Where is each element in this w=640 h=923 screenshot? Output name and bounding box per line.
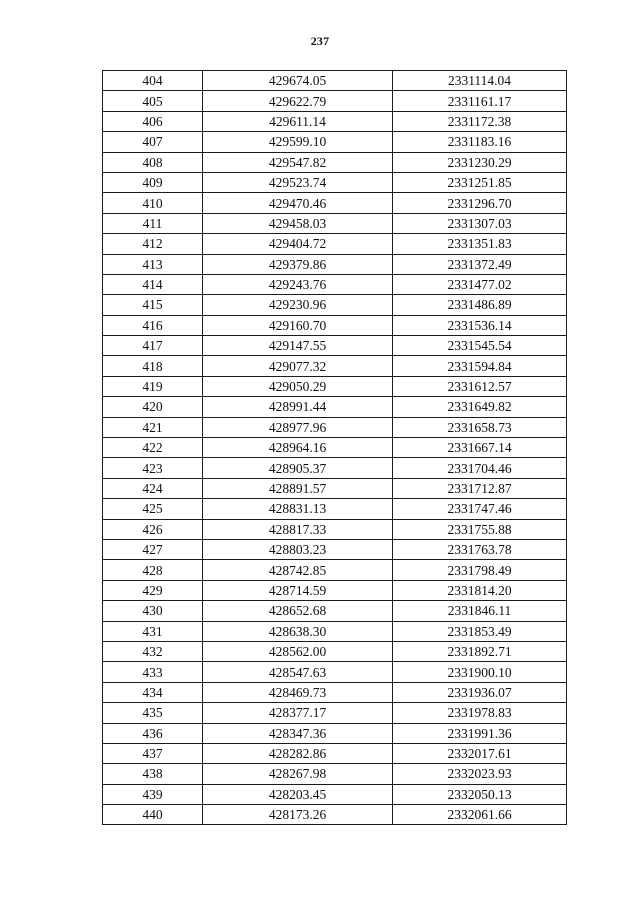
x-coordinate-cell: 428469.73 <box>203 682 393 702</box>
point-number-cell: 423 <box>103 458 203 478</box>
x-coordinate-cell: 429674.05 <box>203 71 393 91</box>
table-row <box>103 91 567 111</box>
x-coordinate-cell: 428831.13 <box>203 499 393 519</box>
y-coordinate-cell: 2332061.66 <box>393 805 567 825</box>
x-coordinate-cell: 428562.00 <box>203 641 393 661</box>
y-coordinate-cell: 2331649.82 <box>393 397 567 417</box>
x-coordinate-cell: 429458.03 <box>203 213 393 233</box>
x-coordinate-cell: 428203.45 <box>203 784 393 804</box>
y-coordinate-cell: 2331545.54 <box>393 336 567 356</box>
y-coordinate-cell: 2331658.73 <box>393 417 567 437</box>
point-number-cell: 433 <box>103 662 203 682</box>
table-row <box>103 274 567 294</box>
table-row <box>103 539 567 559</box>
table-row <box>103 519 567 539</box>
point-number-cell: 431 <box>103 621 203 641</box>
table-row <box>103 641 567 661</box>
y-coordinate-cell: 2332023.93 <box>393 764 567 784</box>
y-coordinate-cell: 2331114.04 <box>393 71 567 91</box>
x-coordinate-cell: 428991.44 <box>203 397 393 417</box>
table-row <box>103 376 567 396</box>
table-body <box>103 71 567 825</box>
y-coordinate-cell: 2331351.83 <box>393 234 567 254</box>
point-number-cell: 429 <box>103 580 203 600</box>
y-coordinate-cell: 2331594.84 <box>393 356 567 376</box>
point-number-cell: 411 <box>103 213 203 233</box>
x-coordinate-cell: 429230.96 <box>203 295 393 315</box>
point-number-cell: 412 <box>103 234 203 254</box>
x-coordinate-cell: 428714.59 <box>203 580 393 600</box>
point-number-cell: 432 <box>103 641 203 661</box>
x-coordinate-cell: 429611.14 <box>203 111 393 131</box>
table-row <box>103 723 567 743</box>
y-coordinate-cell: 2332050.13 <box>393 784 567 804</box>
table-row <box>103 682 567 702</box>
table-row <box>103 172 567 192</box>
table-row <box>103 356 567 376</box>
y-coordinate-cell: 2331296.70 <box>393 193 567 213</box>
point-number-cell: 425 <box>103 499 203 519</box>
x-coordinate-cell: 428977.96 <box>203 417 393 437</box>
point-number-cell: 437 <box>103 743 203 763</box>
x-coordinate-cell: 428347.36 <box>203 723 393 743</box>
point-number-cell: 407 <box>103 132 203 152</box>
point-number-cell: 422 <box>103 438 203 458</box>
point-number-cell: 440 <box>103 805 203 825</box>
point-number-cell: 435 <box>103 703 203 723</box>
table-row <box>103 703 567 723</box>
table-row <box>103 254 567 274</box>
x-coordinate-cell: 428964.16 <box>203 438 393 458</box>
coordinates-table <box>102 70 567 825</box>
table-row <box>103 417 567 437</box>
x-coordinate-cell: 429523.74 <box>203 172 393 192</box>
x-coordinate-cell: 429599.10 <box>203 132 393 152</box>
y-coordinate-cell: 2331372.49 <box>393 254 567 274</box>
point-number-cell: 428 <box>103 560 203 580</box>
point-number-cell: 419 <box>103 376 203 396</box>
point-number-cell: 436 <box>103 723 203 743</box>
table-row <box>103 784 567 804</box>
table-row <box>103 805 567 825</box>
x-coordinate-cell: 428891.57 <box>203 478 393 498</box>
table-row <box>103 234 567 254</box>
x-coordinate-cell: 429077.32 <box>203 356 393 376</box>
point-number-cell: 410 <box>103 193 203 213</box>
x-coordinate-cell: 429050.29 <box>203 376 393 396</box>
x-coordinate-cell: 428377.17 <box>203 703 393 723</box>
x-coordinate-cell: 429243.76 <box>203 274 393 294</box>
point-number-cell: 415 <box>103 295 203 315</box>
x-coordinate-cell: 428803.23 <box>203 539 393 559</box>
y-coordinate-cell: 2331486.89 <box>393 295 567 315</box>
table-row <box>103 478 567 498</box>
point-number-cell: 404 <box>103 71 203 91</box>
y-coordinate-cell: 2331704.46 <box>393 458 567 478</box>
point-number-cell: 413 <box>103 254 203 274</box>
point-number-cell: 438 <box>103 764 203 784</box>
table-row <box>103 213 567 233</box>
table-row <box>103 662 567 682</box>
y-coordinate-cell: 2331612.57 <box>393 376 567 396</box>
y-coordinate-cell: 2331477.02 <box>393 274 567 294</box>
x-coordinate-cell: 428282.86 <box>203 743 393 763</box>
y-coordinate-cell: 2331307.03 <box>393 213 567 233</box>
point-number-cell: 434 <box>103 682 203 702</box>
table-row <box>103 315 567 335</box>
table-row <box>103 193 567 213</box>
table-row <box>103 295 567 315</box>
point-number-cell: 408 <box>103 152 203 172</box>
y-coordinate-cell: 2331853.49 <box>393 621 567 641</box>
point-number-cell: 417 <box>103 336 203 356</box>
y-coordinate-cell: 2331183.16 <box>393 132 567 152</box>
x-coordinate-cell: 429379.86 <box>203 254 393 274</box>
y-coordinate-cell: 2331536.14 <box>393 315 567 335</box>
y-coordinate-cell: 2331991.36 <box>393 723 567 743</box>
table-row <box>103 152 567 172</box>
point-number-cell: 420 <box>103 397 203 417</box>
x-coordinate-cell: 429547.82 <box>203 152 393 172</box>
table-row <box>103 764 567 784</box>
table-row <box>103 397 567 417</box>
x-coordinate-cell: 429622.79 <box>203 91 393 111</box>
y-coordinate-cell: 2331251.85 <box>393 172 567 192</box>
table-row <box>103 580 567 600</box>
table-row <box>103 458 567 478</box>
x-coordinate-cell: 428267.98 <box>203 764 393 784</box>
x-coordinate-cell: 428173.26 <box>203 805 393 825</box>
point-number-cell: 421 <box>103 417 203 437</box>
y-coordinate-cell: 2331667.14 <box>393 438 567 458</box>
y-coordinate-cell: 2331755.88 <box>393 519 567 539</box>
table-row <box>103 621 567 641</box>
page-number: 237 <box>310 34 330 48</box>
point-number-cell: 430 <box>103 601 203 621</box>
point-number-cell: 418 <box>103 356 203 376</box>
table-row <box>103 111 567 131</box>
x-coordinate-cell: 428817.33 <box>203 519 393 539</box>
table-row <box>103 743 567 763</box>
point-number-cell: 427 <box>103 539 203 559</box>
y-coordinate-cell: 2332017.61 <box>393 743 567 763</box>
x-coordinate-cell: 429470.46 <box>203 193 393 213</box>
point-number-cell: 424 <box>103 478 203 498</box>
point-number-cell: 406 <box>103 111 203 131</box>
y-coordinate-cell: 2331712.87 <box>393 478 567 498</box>
table-row <box>103 499 567 519</box>
x-coordinate-cell: 428905.37 <box>203 458 393 478</box>
y-coordinate-cell: 2331172.38 <box>393 111 567 131</box>
y-coordinate-cell: 2331900.10 <box>393 662 567 682</box>
y-coordinate-cell: 2331763.78 <box>393 539 567 559</box>
x-coordinate-cell: 429147.55 <box>203 336 393 356</box>
x-coordinate-cell: 428547.63 <box>203 662 393 682</box>
x-coordinate-cell: 429404.72 <box>203 234 393 254</box>
y-coordinate-cell: 2331747.46 <box>393 499 567 519</box>
y-coordinate-cell: 2331978.83 <box>393 703 567 723</box>
point-number-cell: 409 <box>103 172 203 192</box>
x-coordinate-cell: 428652.68 <box>203 601 393 621</box>
x-coordinate-cell: 428742.85 <box>203 560 393 580</box>
table-row <box>103 132 567 152</box>
y-coordinate-cell: 2331936.07 <box>393 682 567 702</box>
table-row <box>103 560 567 580</box>
point-number-cell: 414 <box>103 274 203 294</box>
x-coordinate-cell: 429160.70 <box>203 315 393 335</box>
x-coordinate-cell: 428638.30 <box>203 621 393 641</box>
point-number-cell: 426 <box>103 519 203 539</box>
table-row <box>103 71 567 91</box>
y-coordinate-cell: 2331814.20 <box>393 580 567 600</box>
table-row <box>103 601 567 621</box>
table-row <box>103 438 567 458</box>
y-coordinate-cell: 2331798.49 <box>393 560 567 580</box>
point-number-cell: 416 <box>103 315 203 335</box>
y-coordinate-cell: 2331161.17 <box>393 91 567 111</box>
y-coordinate-cell: 2331892.71 <box>393 641 567 661</box>
point-number-cell: 439 <box>103 784 203 804</box>
table-row <box>103 336 567 356</box>
y-coordinate-cell: 2331230.29 <box>393 152 567 172</box>
y-coordinate-cell: 2331846.11 <box>393 601 567 621</box>
point-number-cell: 405 <box>103 91 203 111</box>
